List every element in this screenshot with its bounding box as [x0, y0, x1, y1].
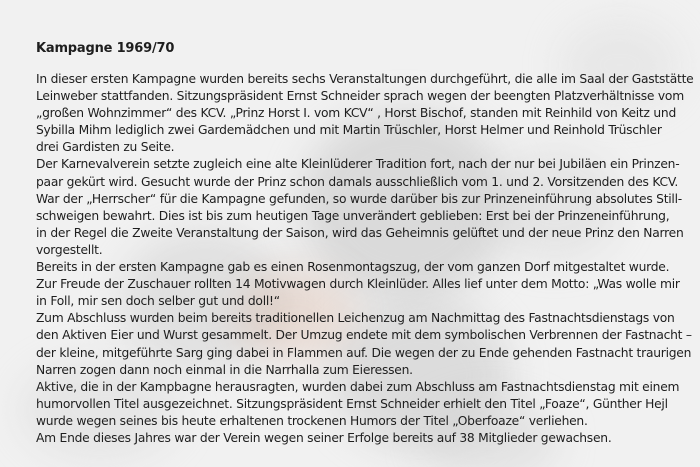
text-line: Zur Freude der Zuschauer rollten 14 Motivwagen durch Kleinlüder. Alles lief unter dem Motto: „Was wolle mir [36, 277, 680, 292]
text-line: schweigen bewahrt. Dies ist bis zum heutigen Tage unverändert geblieben: Erst bei der Prinzeneinführung, [36, 208, 670, 223]
article-body [36, 71, 694, 447]
text-line: Der Karnevalverein setzte zugleich eine alte Kleinlüderer Tradition fort, nach der nur bei Jubiläen ein Prinzen- [36, 157, 680, 172]
text-line: Sybilla Mihm lediglich zwei Gardemädchen und mit Martin Trüschler, Horst Helmer und Reinhold Trüschler [36, 123, 662, 138]
text-line: humorvollen Titel ausgezeichnet. Sitzungspräsident Ernst Schneider erhielt den Titel „Foaze“, Günther Hejl [36, 396, 668, 411]
text-line: in der Regel die Zweite Veranstaltung der Saison, wird das Geheimnis gelüftet und der neue Prinz den Narren [36, 225, 684, 240]
text-line: Aktive, die in der Kampbagne herausragten, wurden dabei zum Abschluss am Fastnachtsdienstag mit einem [36, 379, 680, 394]
text-line: vorgestellt. [36, 242, 103, 257]
text-line: Narren zogen dann noch einmal in die Narrhalla zum Eieressen. [36, 362, 413, 377]
text-line: drei Gardisten zu Seite. [36, 140, 175, 155]
text-line: Am Ende dieses Jahres war der Verein wegen seiner Erfolge bereits auf 38 Mitglieder gewachsen. [36, 430, 612, 445]
text-line: in Foll, mir sen doch selber gut und doll!“ [36, 294, 280, 309]
text-line: War der „Herrscher“ für die Kampagne gefunden, so wurde darüber bis zur Prinzeneinführung absolutes Still- [36, 191, 682, 206]
text-line: Bereits in der ersten Kampagne gab es einen Rosenmontagszug, der vom ganzen Dorf mitgestaltet wurde. [36, 260, 670, 275]
text-line: In dieser ersten Kampagne wurden bereits sechs Veranstaltungen durchgeführt, die alle im Saal der Gaststätte [36, 72, 694, 86]
text-line: paar gekürt wird. Gesucht wurde der Prinz schon damals ausschließlich vom 1. und 2. Vorsitzenden des KCV. [36, 174, 679, 189]
text-line: wurde wegen seines bis heute erhaltenen trockenen Humors der Titel „Oberfoaze“ verliehen. [36, 413, 588, 428]
article [36, 41, 694, 447]
text-line: Leinweber stattfanden. Sitzungspräsident Ernst Schneider sprach wegen der beengten Platzverhältnisse vom [36, 89, 684, 104]
article-heading: Kampagne 1969/70 [36, 41, 175, 56]
text-line: „großen Wohnzimmer“ des KCV. „Prinz Horst I. vom KCV“ , Horst Bischof, standen mit Reinhild von Keitz und [36, 106, 677, 121]
text-line: der kleine, mitgeführte Sarg ging dabei in Flammen auf. Die wegen der zu Ende gehenden Fastnacht traurigen [36, 345, 692, 360]
text-line: den Aktiven Eier und Wurst gesammelt. Der Umzug endete mit dem symbolischen Verbrennen der Fastnacht – [36, 328, 692, 343]
text-line: Zum Abschluss wurden beim bereits traditionellen Leichenzug am Nachmittag des Fastnachtsdienstags von [36, 311, 675, 326]
